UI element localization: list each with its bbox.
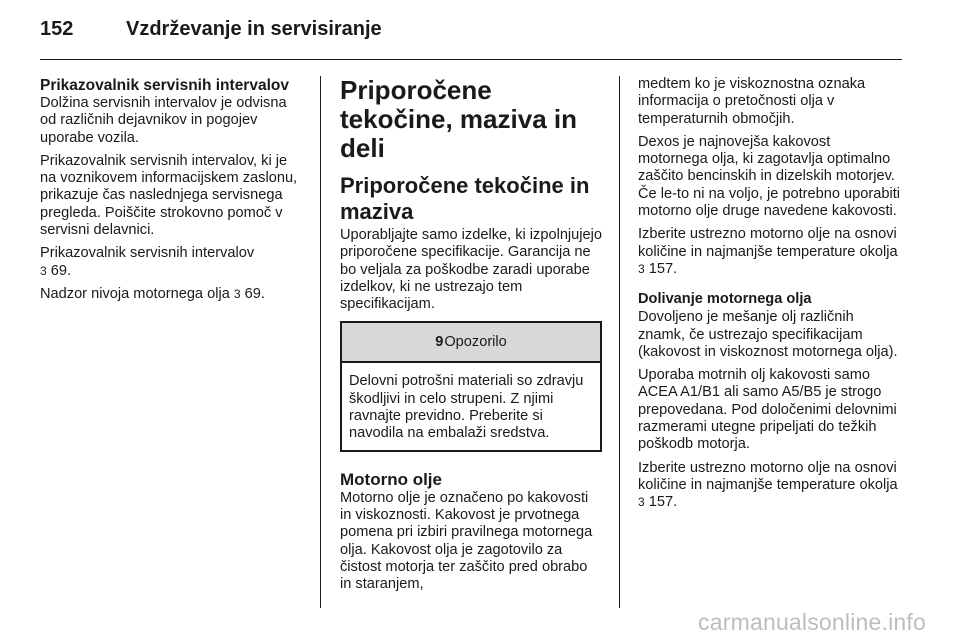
warning-box	[340, 321, 602, 451]
paragraph-text: Izberite ustrezno motorno olje na osnovi količine in najmanjše temperature okolja	[638, 459, 898, 493]
motor-oil-heading: Motorno olje	[340, 469, 442, 489]
page-reference[interactable]: 69.	[244, 285, 265, 302]
paragraph: Dolžina servisnih intervalov je odvisna od različnih dejavnikov in pogojev uporabe vozila.	[40, 95, 287, 146]
reference-arrow-icon: 3	[638, 495, 645, 510]
paragraph-text: Prikazovalnik servisnih intervalov	[40, 245, 255, 262]
warning-body	[342, 363, 600, 449]
column-divider-1	[320, 76, 321, 608]
paragraph: medtem ko je viskoznostna oznaka informacija o pretočnosti olja v temperaturnih območjih.	[638, 76, 866, 127]
header-rule	[40, 59, 902, 60]
warning-triangle-icon: 9	[435, 334, 444, 351]
paragraph: Uporaba motrnih olj kakovosti samo ACEA A1/B1 ali samo A5/B5 je strogo prepovedana. Pod določenimi delovnimi razmerami utegne pripeljati do težkih poškodb motorja.	[638, 367, 897, 453]
paragraph: Prikazovalnik servisnih intervalov, ki je na voznikovem informacijskem zaslonu, prikazuje čas naslednjega servisnega pregleda. Poiščite strokovno pomoč v servisni delavnici.	[40, 152, 298, 239]
watermark: carmanualsonline.info	[698, 609, 926, 635]
paragraph-with-reference	[638, 226, 902, 278]
reference-arrow-icon: 3	[233, 286, 241, 301]
paragraph-with-reference	[638, 460, 902, 512]
warning-header	[342, 323, 600, 363]
page-reference[interactable]: 157.	[648, 260, 678, 277]
column-divider-2	[619, 76, 620, 608]
page-reference[interactable]: 69.	[50, 262, 72, 279]
column-right	[638, 76, 902, 518]
paragraph-with-reference	[40, 245, 302, 280]
paragraph-with-reference	[40, 286, 302, 303]
paragraph-text: Izberite ustrezno motorno olje na osnovi količine in najmanjše temperature okolja	[638, 226, 898, 260]
section-title: Priporočene tekočine, maziva in deli	[340, 75, 577, 163]
paragraph: Dovoljeno je mešanje olj različnih znamk, če ustrezajo specifikacijam (kakovost in viskoznost motornega olja).	[638, 309, 898, 360]
service-interval-heading: Prikazovalnik servisnih intervalov	[40, 77, 289, 94]
reference-arrow-icon: 3	[40, 263, 47, 278]
paragraph: Uporabljajte samo izdelke, ki izpolnjujejo priporočene specifikacije. Garancija ne bo veljala za poškodbe zaradi uporabe izdelkov, ki ne ustrezajo tem specifikacijam.	[340, 227, 603, 313]
running-title: Vzdrževanje in servisiranje	[126, 18, 382, 40]
paragraph-text: Nadzor nivoja motornega olja	[40, 285, 230, 302]
warning-text: Delovni potrošni materiali so zdravju škodljivi in celo strupeni. Z njimi ravnajte previdno. Preberite si navodila na embalaži sredstva.	[349, 373, 584, 442]
page-reference[interactable]: 157.	[648, 494, 678, 511]
paragraph: Dexos je najnovejša kakovost motornega olja, ki zagotavlja optimalno zaščito bencinskih in dizelskih motorjev. Če le-to ni na voljo, je potrebno uporabiti motorno olje druge navedene kakovosti.	[638, 133, 901, 220]
oil-topup-heading: Dolivanje motornega olja	[638, 291, 812, 308]
warning-title: Opozorilo	[444, 334, 507, 351]
reference-arrow-icon: 3	[638, 261, 645, 276]
column-middle	[340, 76, 602, 599]
column-left	[40, 76, 302, 309]
page-number: 152	[40, 18, 74, 40]
paragraph: Motorno olje je označeno po kakovosti in viskoznosti. Kakovost je prvotnega pomena pri izbiri pravilnega motornega olja. Kakovost olja je zagotovilo za čistost motorja ter zaščito pred obrabo in staranjem,	[340, 489, 593, 593]
subsection-title: Priporočene tekočine in maziva	[340, 173, 590, 224]
